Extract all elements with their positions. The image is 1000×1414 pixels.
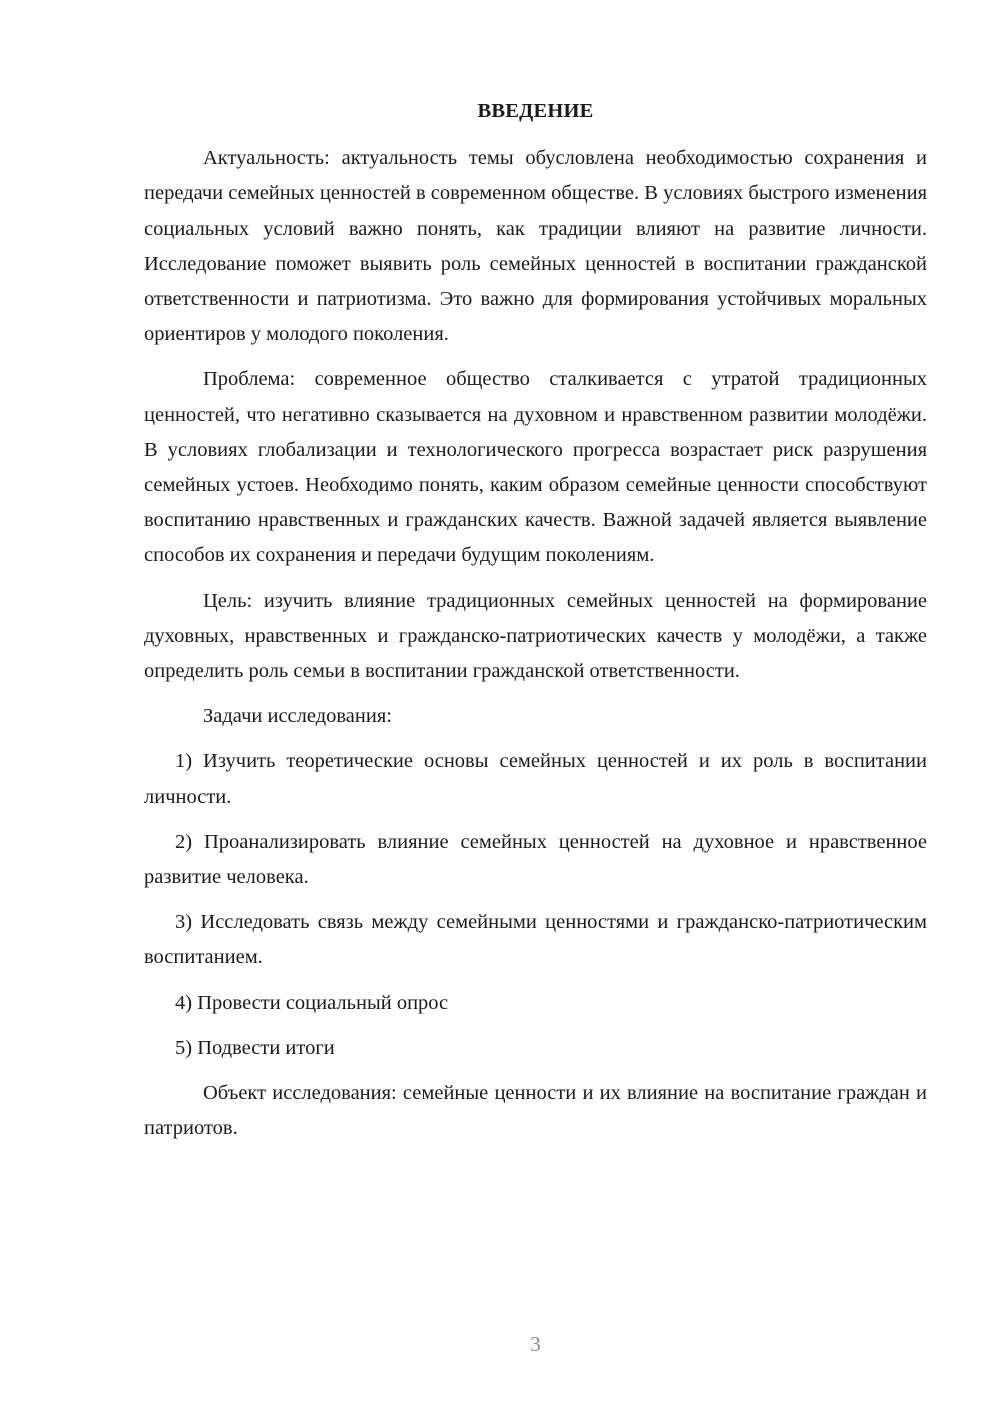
page-number: 3 xyxy=(530,1332,541,1356)
task-item: 4) Провести социальный опрос xyxy=(175,991,449,1014)
page-content xyxy=(144,94,927,1156)
task-item: 5) Подвести итоги xyxy=(175,1036,335,1059)
problem-paragraph: Проблема: современное общество сталкивается с утратой традиционных ценностей, что негативно сказывается на духовном и нравственном развитии молодёжи. В условиях глобализации и технологического прогресса возрастает риск разрушения семейных устоев. Необходимо понять, каким образом семейные ценности способствуют воспитанию нравственных и гражданских качеств. Важной задачей является выявление способов их сохранения и передачи будущим поколениям. xyxy=(144,368,927,567)
relevance-paragraph: Актуальность: актуальность темы обусловлена необходимостью сохранения и передачи семейных ценностей в современном обществе. В условиях быстрого изменения социальных условий важно понять, как традиции влияют на развитие личности. Исследование поможет выявить роль семейных ценностей в воспитании гражданской ответственности и патриотизма. Это важно для формирования устойчивых моральных ориентиров у молодого поколения. xyxy=(144,147,927,346)
goal-paragraph: Цель: изучить влияние традиционных семейных ценностей на формирование духовных, нравственных и гражданско-патриотических качеств у молодёжи, а также определить роль семьи в воспитании гражданской ответственности. xyxy=(144,589,927,683)
task-item: 2) Проанализировать влияние семейных ценностей на духовное и нравственное развитие человека. xyxy=(144,830,927,889)
task-item: 1) Изучить теоретические основы семейных ценностей и их роль в воспитании личности. xyxy=(144,750,927,808)
task-item: 3) Исследовать связь между семейными ценностями и гражданско-патриотическим воспитанием. xyxy=(144,911,927,969)
section-title: ВВЕДЕНИЕ xyxy=(477,100,594,122)
tasks-heading: Задачи исследования: xyxy=(203,705,392,728)
object-paragraph: Объект исследования: семейные ценности и их влияние на воспитание граждан и патриотов. xyxy=(144,1082,927,1140)
